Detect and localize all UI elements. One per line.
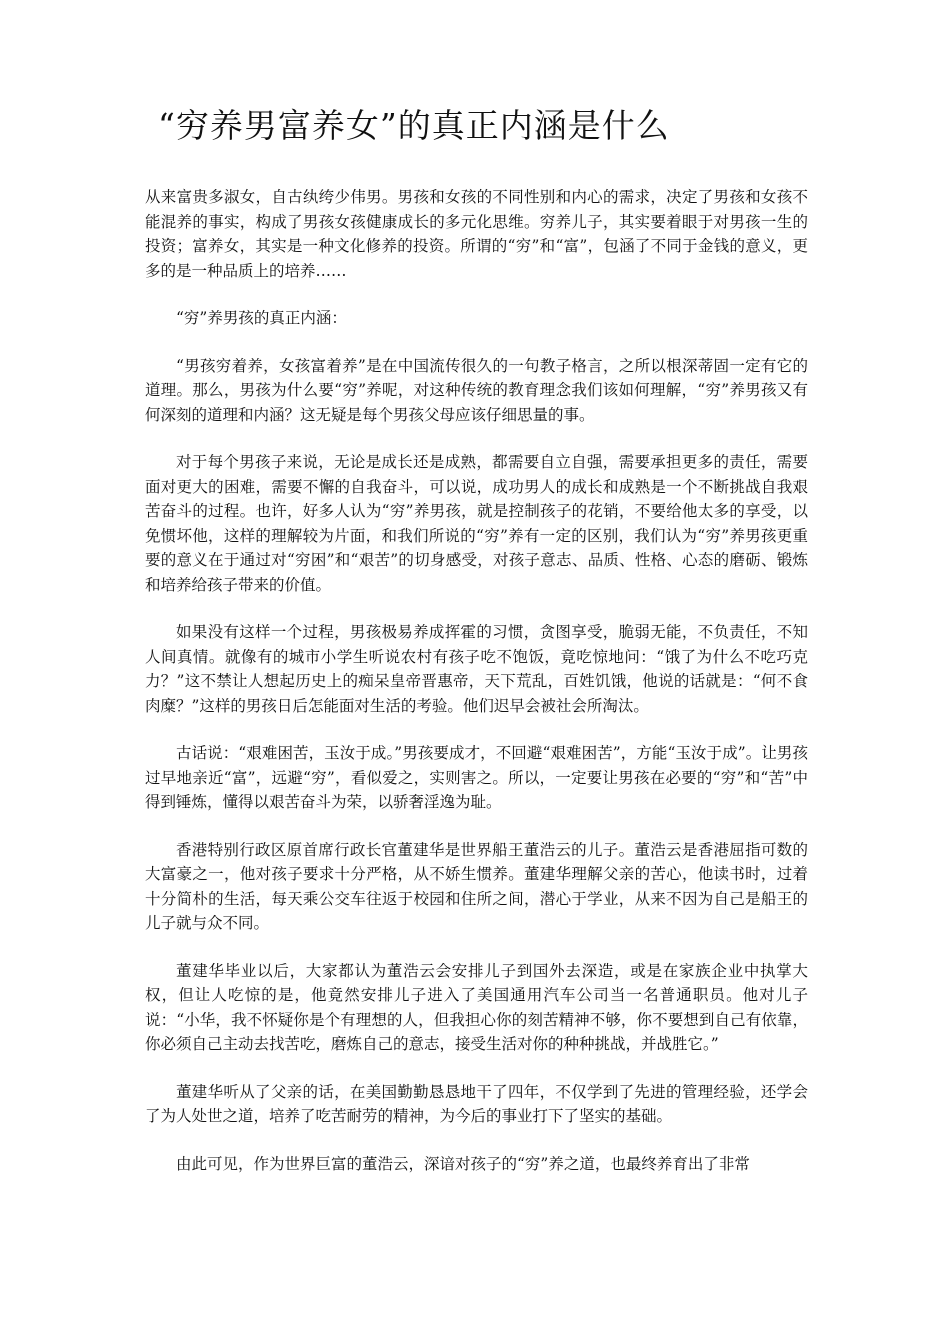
paragraph: 董建华毕业以后，大家都认为董浩云会安排儿子到国外去深造，或是在家族企业中执掌大权，但让人吃惊的是，他竟然安排儿子进入了美国通用汽车公司当一名普通职员。他对儿子说：“小华，我不怀疑你是个有理想的人，但我担心你的刻苦精神不够，你不要想到自己有依靠，你必须自己主动去找苦吃，磨炼自己的意志，接受生活对你的种种挑战，并战胜它。” [145, 961, 808, 1053]
document-body [145, 185, 808, 1199]
paragraph: 由此可见，作为世界巨富的董浩云，深谙对孩子的“穷”养之道，也最终养育出了非常 [176, 1154, 750, 1173]
paragraph-intro: 从来富贵多淑女，自古纨绔少伟男。男孩和女孩的不同性别和内心的需求，决定了男孩和女孩不能混养的事实，构成了男孩女孩健康成长的多元化思维。穷养儿子，其实要着眼于对男孩一生的投资；富养女，其实是一种文化修养的投资。所谓的“穷”和“富”，包涵了不同于金钱的意义，更多的是一种品质上的培养…… [145, 188, 808, 280]
paragraph: 如果没有这样一个过程，男孩极易养成挥霍的习惯，贪图享受，脆弱无能，不负责任，不知人间真情。就像有的城市小学生听说农村有孩子吃不饱饭，竟吃惊地问：“饿了为什么不吃巧克力？”这不禁让人想起历史上的痴呆皇帝晋惠帝，天下荒乱，百姓饥饿，他说的话就是：“何不食肉糜？”这样的男孩日后怎能面对生活的考验。他们迟早会被社会所淘汰。 [145, 623, 808, 715]
paragraph: 古话说：“艰难困苦，玉汝于成。”男孩要成才，不回避“艰难困苦”，方能“玉汝于成”。让男孩过早地亲近“富”，远避“穷”，看似爱之，实则害之。所以，一定要让男孩在必要的“穷”和“苦”中得到锤炼，懂得以艰苦奋斗为荣，以骄奢淫逸为耻。 [145, 744, 808, 811]
paragraph: “男孩穷着养，女孩富着养”是在中国流传很久的一句教子格言，之所以根深蒂固一定有它的道理。那么，男孩为什么要“穷”养呢，对这种传统的教育理念我们该如何理解，“穷”养男孩又有何深刻的道理和内涵？这无疑是每个男孩父母应该仔细思量的事。 [145, 356, 808, 424]
document-title: “穷养男富养女”的真正内涵是什么 [158, 106, 670, 145]
paragraph: 对于每个男孩子来说，无论是成长还是成熟，都需要自立自强，需要承担更多的责任，需要面对更大的困难，需要不懈的自我奋斗，可以说，成功男人的成长和成熟是一个不断挑战自我艰苦奋斗的过程。也许，好多人认为“穷”养男孩，就是控制孩子的花销，不要给他太多的享受，以免惯坏他，这样的理解较为片面，和我们所说的“穷”养有一定的区别，我们认为“穷”养男孩更重要的意义在于通过对“穷困”和“艰苦”的切身感受，对孩子意志、品质、性格、心态的磨砺、锻炼和培养给孩子带来的价值。 [145, 453, 808, 594]
paragraph: 董建华听从了父亲的话，在美国勤勤恳恳地干了四年，不仅学到了先进的管理经验，还学会了为人处世之道，培养了吃苦耐劳的精神，为今后的事业打下了坚实的基础。 [145, 1082, 808, 1125]
paragraph: 香港特别行政区原首席行政长官董建华是世界船王董浩云的儿子。董浩云是香港屈指可数的大富豪之一，他对孩子要求十分严格，从不娇生惯养。董建华理解父亲的苦心，他读书时，过着十分简朴的生活，每天乘公交车往返于校园和住所之间，潜心于学业，从来不因为自己是船王的儿子就与众不同。 [145, 840, 808, 932]
section-heading: “穷”养男孩的真正内涵： [176, 309, 347, 327]
